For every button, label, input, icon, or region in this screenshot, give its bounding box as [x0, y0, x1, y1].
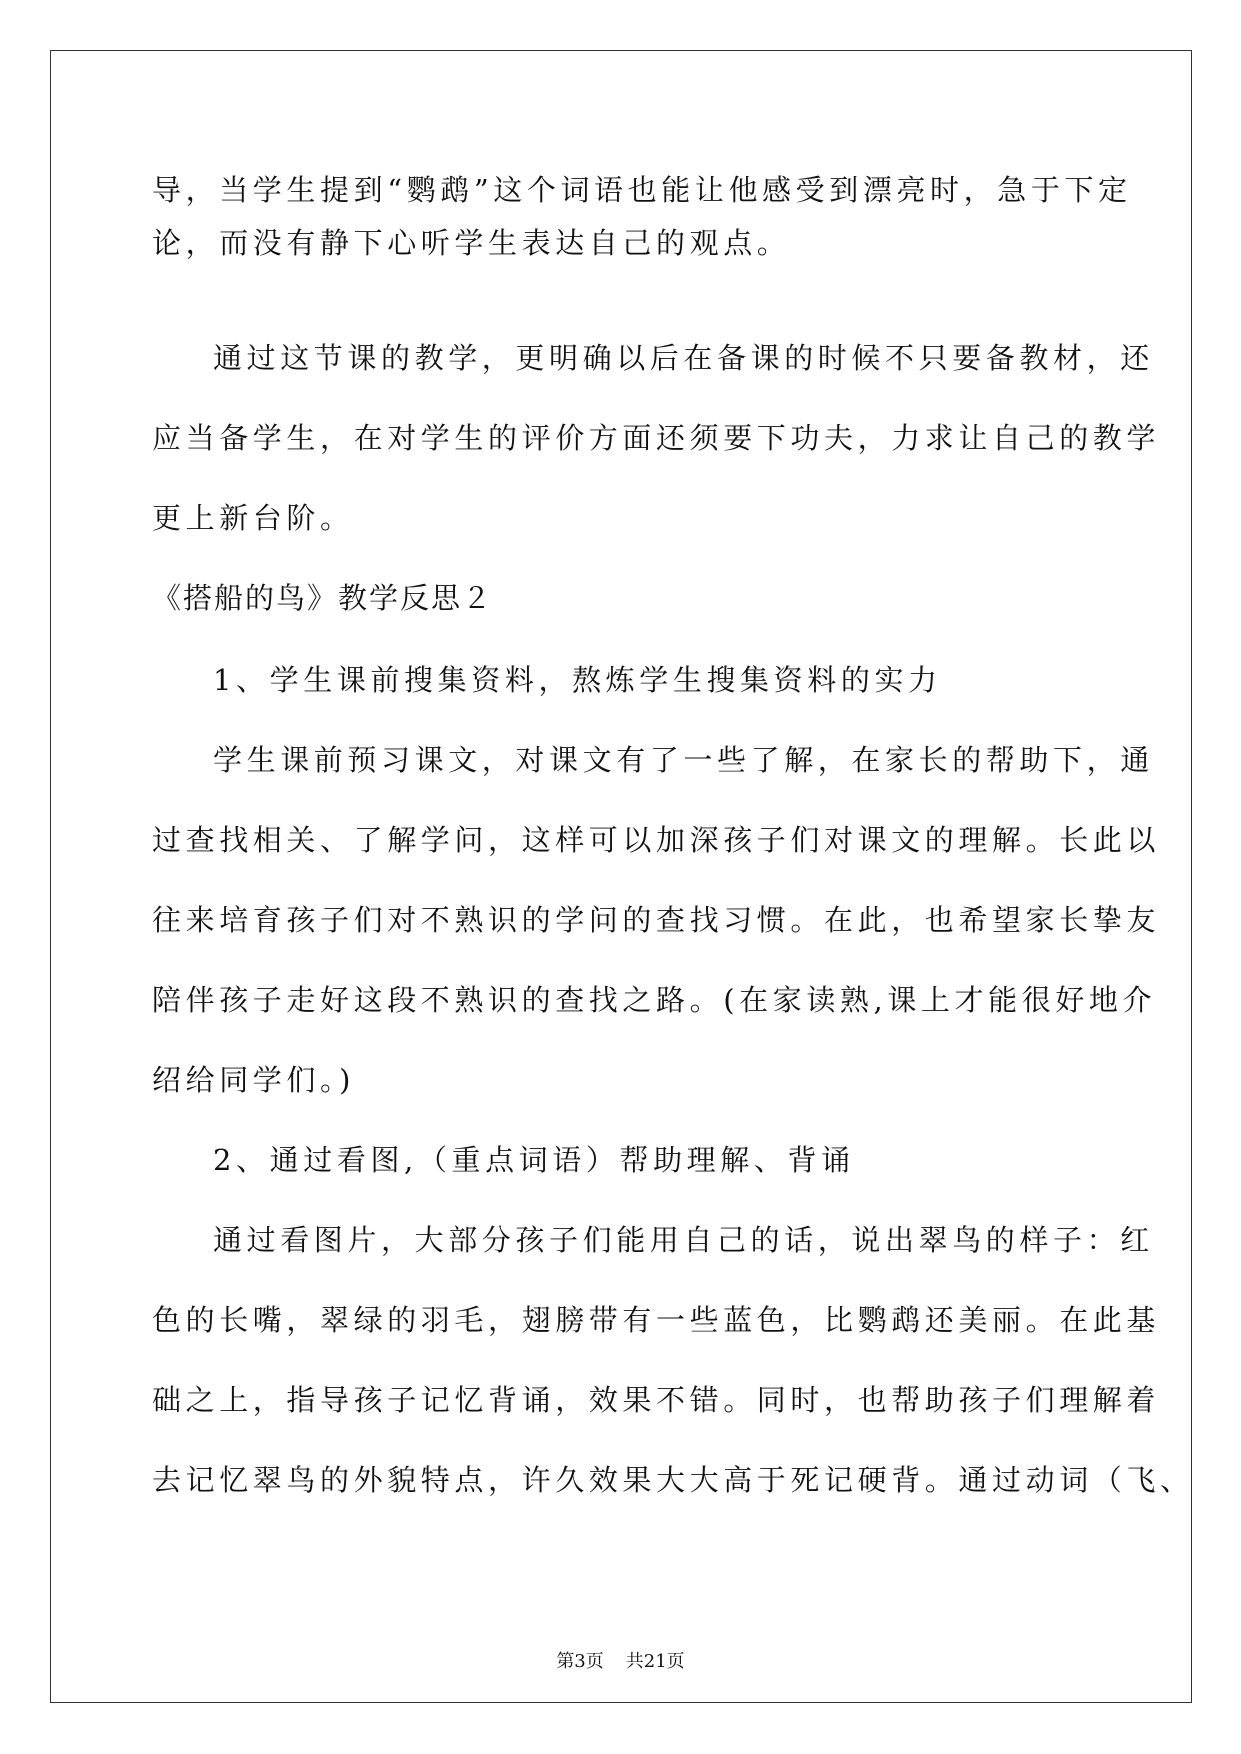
text-line-5: 更上新台阶。: [152, 501, 354, 535]
text-line-7: 1、学生课前搜集资料，熬炼学生搜集资料的实力: [213, 663, 942, 697]
text-line-1: 导，当学生提到“鹦鹉”这个词语也能让他感受到漂亮时，急于下定: [152, 173, 1132, 207]
text-line-9: 过查找相关、了解学问，这样可以加深孩子们对课文的理解。长此以: [152, 823, 1161, 857]
text-line-2: 论，而没有静下心听学生表达自己的观点。: [152, 226, 791, 260]
page-footer: [0, 1650, 1241, 1674]
section-heading: 《搭船的鸟》教学反思２: [152, 581, 494, 615]
text-line-4: 应当备学生，在对学生的评价方面还须要下功夫，力求让自己的教学: [152, 421, 1161, 455]
text-line-8: 学生课前预习课文，对课文有了一些了解，在家长的帮助下，通: [213, 743, 1154, 777]
page-number: 第3页: [556, 1651, 604, 1672]
text-line-14: 通过看图片，大部分孩子们能用自己的话，说出翠鸟的样子：红: [213, 1223, 1154, 1257]
page-total: 共21页: [625, 1651, 685, 1672]
text-line-15: 色的长嘴，翠绿的羽毛，翅膀带有一些蓝色，比鹦鹉还美丽。在此基: [152, 1303, 1161, 1337]
text-line-13: 2、通过看图,（重点词语）帮助理解、背诵: [213, 1143, 855, 1177]
text-line-12: 绍给同学们。): [152, 1063, 356, 1097]
text-line-10: 往来培育孩子们对不熟识的学问的查找习惯。在此，也希望家长挚友: [152, 903, 1161, 937]
text-line-3: 通过这节课的教学，更明确以后在备课的时候不只要备教材，还: [213, 341, 1154, 375]
text-line-11: 陪伴孩子走好这段不熟识的查找之路。(在家读熟,课上才能很好地介: [152, 983, 1157, 1017]
text-line-17: 去记忆翠鸟的外貌特点，许久效果大大高于死记硬背。通过动词（飞、: [152, 1463, 1194, 1497]
page-border: [50, 50, 1192, 1703]
text-line-16: 础之上，指导孩子记忆背诵，效果不错。同时，也帮助孩子们理解着: [152, 1383, 1161, 1417]
